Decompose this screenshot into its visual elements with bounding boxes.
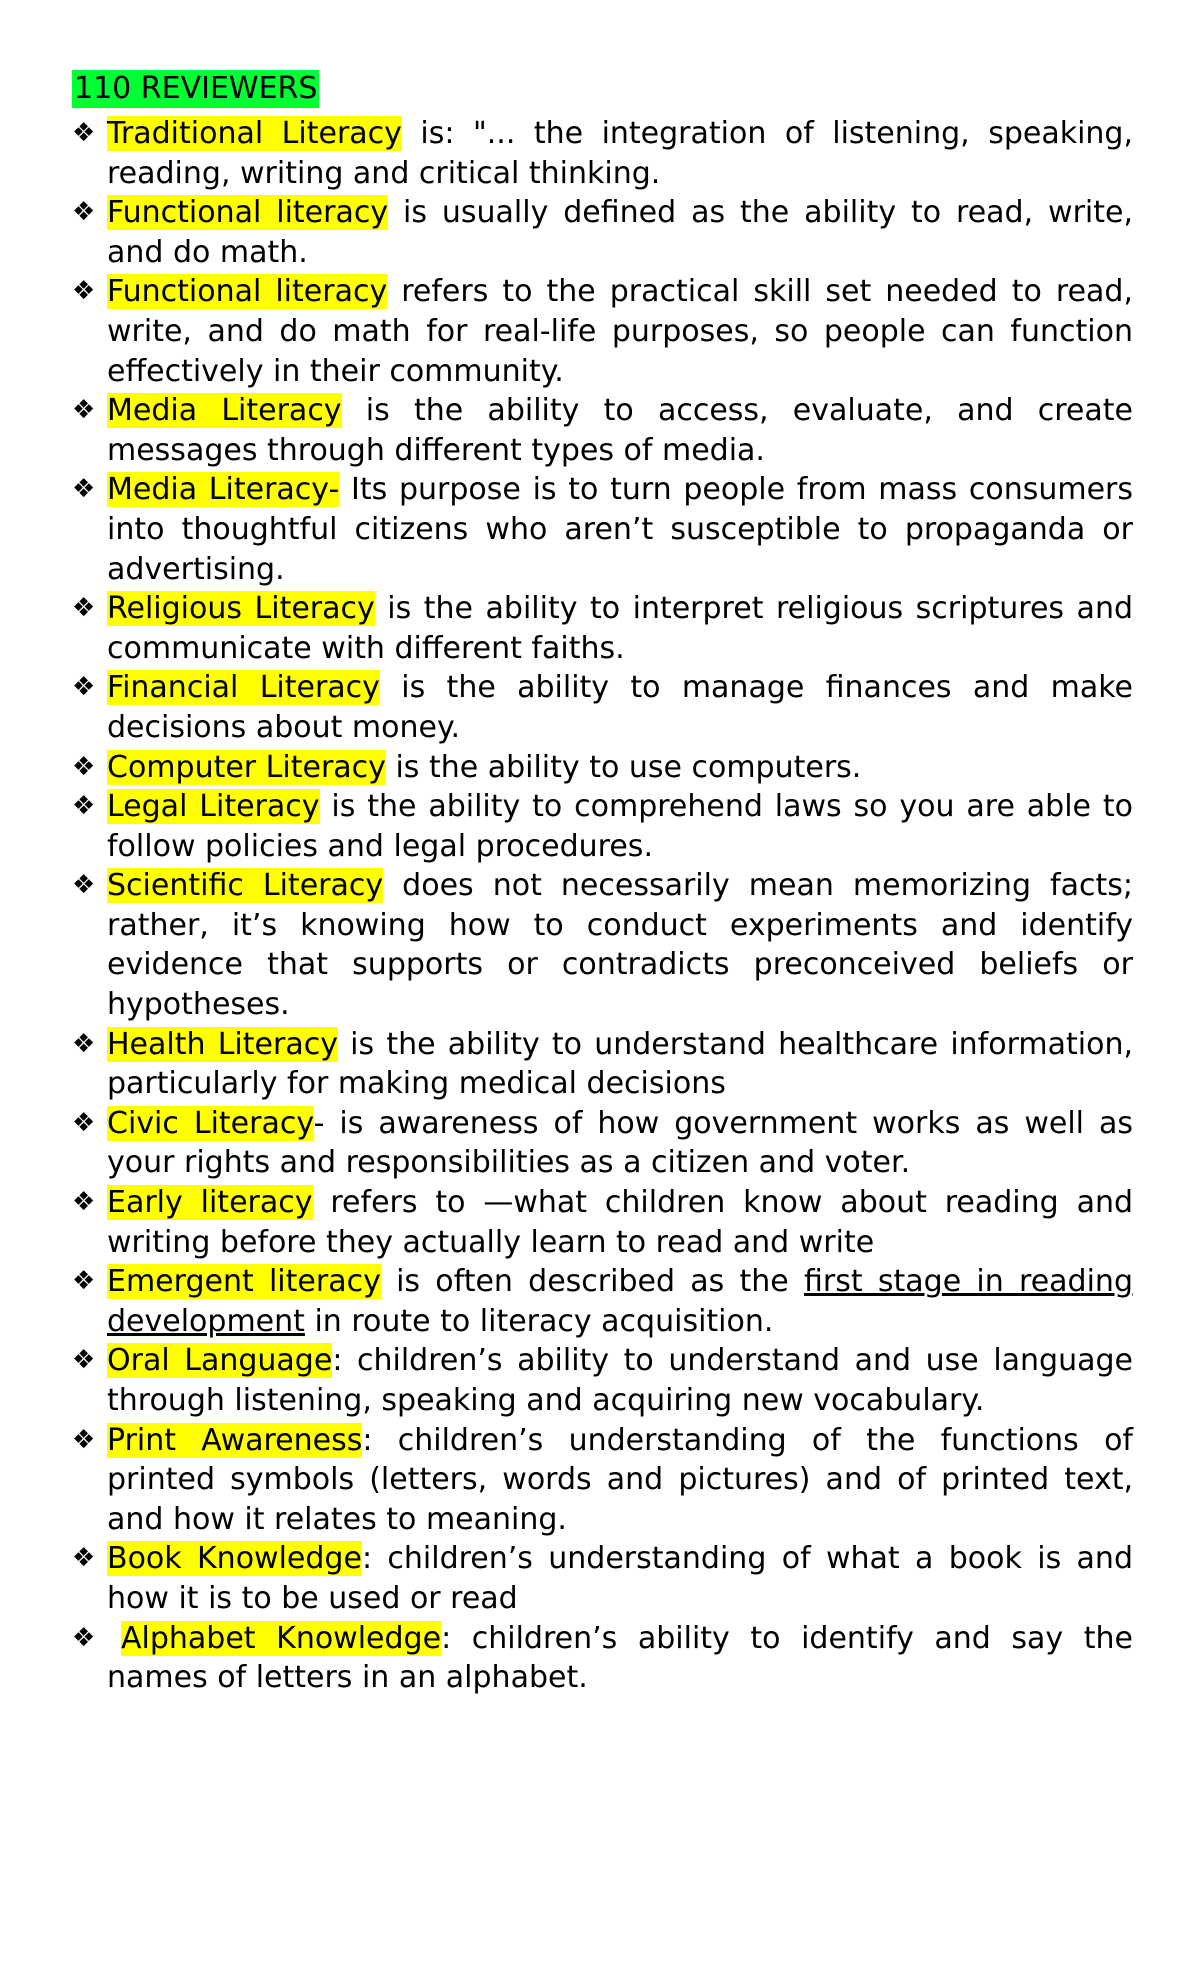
definition-list — [72, 114, 1133, 1698]
highlighted-term: Emergent literacy — [107, 1264, 381, 1300]
list-item — [72, 1183, 1133, 1262]
definition-text: : children’s ability to understand and use language through listening, speaking and acquiring new vocabulary. — [107, 1343, 1133, 1418]
diamond-bullet-icon: ❖ — [72, 791, 96, 822]
diamond-bullet-icon: ❖ — [72, 1187, 96, 1218]
list-item — [72, 193, 1133, 272]
diamond-bullet-icon: ❖ — [72, 1424, 96, 1455]
diamond-bullet-icon: ❖ — [72, 118, 96, 148]
highlighted-term: Religious Literacy — [107, 591, 375, 627]
diamond-bullet-icon: ❖ — [72, 1028, 96, 1059]
definition-text: Its purpose is to turn people from mass consumers into thoughtful citizens who aren’t susceptible to propaganda or advertising. — [107, 472, 1134, 587]
highlighted-term: Print Awareness — [107, 1422, 363, 1458]
diamond-bullet-icon: ❖ — [72, 1543, 96, 1574]
definition-text: refers to —what children know about reading and writing before they actually learn to read and write — [107, 1185, 1134, 1260]
list-item — [72, 668, 1133, 747]
definition-text: is often described as the — [380, 1264, 805, 1300]
list-item — [72, 1104, 1133, 1183]
diamond-bullet-icon: ❖ — [72, 1345, 96, 1376]
highlighted-term: Media Literacy- — [107, 472, 340, 508]
highlighted-term: Scientific Literacy — [107, 868, 384, 904]
highlighted-term: Computer Literacy — [107, 749, 386, 785]
list-item — [72, 1421, 1133, 1540]
diamond-bullet-icon: ❖ — [72, 1622, 96, 1653]
definition-text: - is awareness of how government works as well as your rights and responsibilities as a citizen and voter. — [107, 1105, 1134, 1181]
underlined-phrase: first stage in reading development — [107, 1264, 1133, 1339]
definition-text: is the ability to access, evaluate, and create messages through different types of media. — [107, 393, 1133, 468]
highlighted-term: Civic Literacy — [107, 1105, 314, 1141]
list-item — [72, 272, 1133, 391]
definition-text: is usually defined as the ability to read, write, and do math. — [107, 195, 1133, 270]
diamond-bullet-icon: ❖ — [72, 870, 96, 901]
diamond-bullet-icon: ❖ — [72, 593, 96, 624]
highlighted-term: Functional literacy — [107, 274, 388, 310]
definition-text: : children’s understanding of the functions of printed symbols (letters, words and pictures) and of printed text, and how it relates to meaning. — [107, 1422, 1133, 1537]
highlighted-term: Alphabet Knowledge — [121, 1620, 442, 1656]
list-item — [72, 470, 1133, 589]
highlighted-term: Traditional Literacy — [107, 116, 402, 151]
definition-text: is the ability to understand healthcare information, particularly for making medical decisions — [107, 1026, 1133, 1102]
document-title: 110 REVIEWERS — [74, 71, 318, 106]
highlighted-term: Early literacy — [107, 1185, 313, 1221]
definition-text: refers to the practical skill set needed to read, write, and do math for real-life purposes, so people can function effectively in their community. — [107, 274, 1133, 389]
highlighted-term: Financial Literacy — [107, 670, 380, 706]
definition-text: : children’s ability to identify and say the names of letters in an alphabet. — [107, 1620, 1133, 1696]
definition-text: does not necessarily mean memorizing facts; rather, it’s knowing how to conduct experiments and identify evidence that supports or contradicts preconceived beliefs or hypotheses. — [107, 868, 1133, 1023]
diamond-bullet-icon: ❖ — [72, 751, 96, 782]
diamond-bullet-icon: ❖ — [72, 1266, 96, 1297]
list-item — [72, 1539, 1133, 1618]
definition-text: is: "... the integration of listening, speaking, reading, writing and critical thinking. — [107, 116, 1134, 191]
highlighted-term: Book Knowledge — [107, 1541, 362, 1577]
list-item — [72, 748, 1133, 788]
highlighted-term: Legal Literacy — [107, 789, 320, 825]
diamond-bullet-icon: ❖ — [72, 276, 96, 307]
definition-text: is the ability to interpret religious scriptures and communicate with different faiths. — [107, 591, 1133, 666]
diamond-bullet-icon: ❖ — [72, 672, 96, 703]
list-item — [72, 1341, 1133, 1420]
highlighted-term: Media Literacy — [107, 393, 342, 429]
definition-text: : children’s understanding of what a book is and how it is to be used or read — [107, 1541, 1133, 1616]
highlighted-term: Functional literacy — [107, 195, 389, 231]
list-item — [72, 866, 1133, 1024]
diamond-bullet-icon: ❖ — [72, 474, 96, 505]
list-item — [72, 787, 1133, 866]
list-item — [72, 114, 1133, 193]
list-item — [72, 589, 1133, 668]
definition-text: is the ability to use computers. — [385, 749, 862, 785]
diamond-bullet-icon: ❖ — [72, 1107, 96, 1138]
highlighted-term: Oral Language — [107, 1343, 333, 1379]
diamond-bullet-icon: ❖ — [72, 395, 96, 426]
list-item — [72, 1025, 1133, 1104]
definition-text: in route to literacy acquisition. — [304, 1303, 774, 1339]
definition-text: is the ability to manage finances and make decisions about money. — [107, 670, 1133, 745]
highlighted-term: Health Literacy — [107, 1026, 338, 1062]
list-item — [72, 1619, 1133, 1698]
diamond-bullet-icon: ❖ — [72, 197, 96, 228]
list-item — [72, 391, 1133, 470]
definition-text: is the ability to comprehend laws so you are able to follow policies and legal procedures. — [107, 789, 1133, 864]
list-item — [72, 1262, 1133, 1341]
